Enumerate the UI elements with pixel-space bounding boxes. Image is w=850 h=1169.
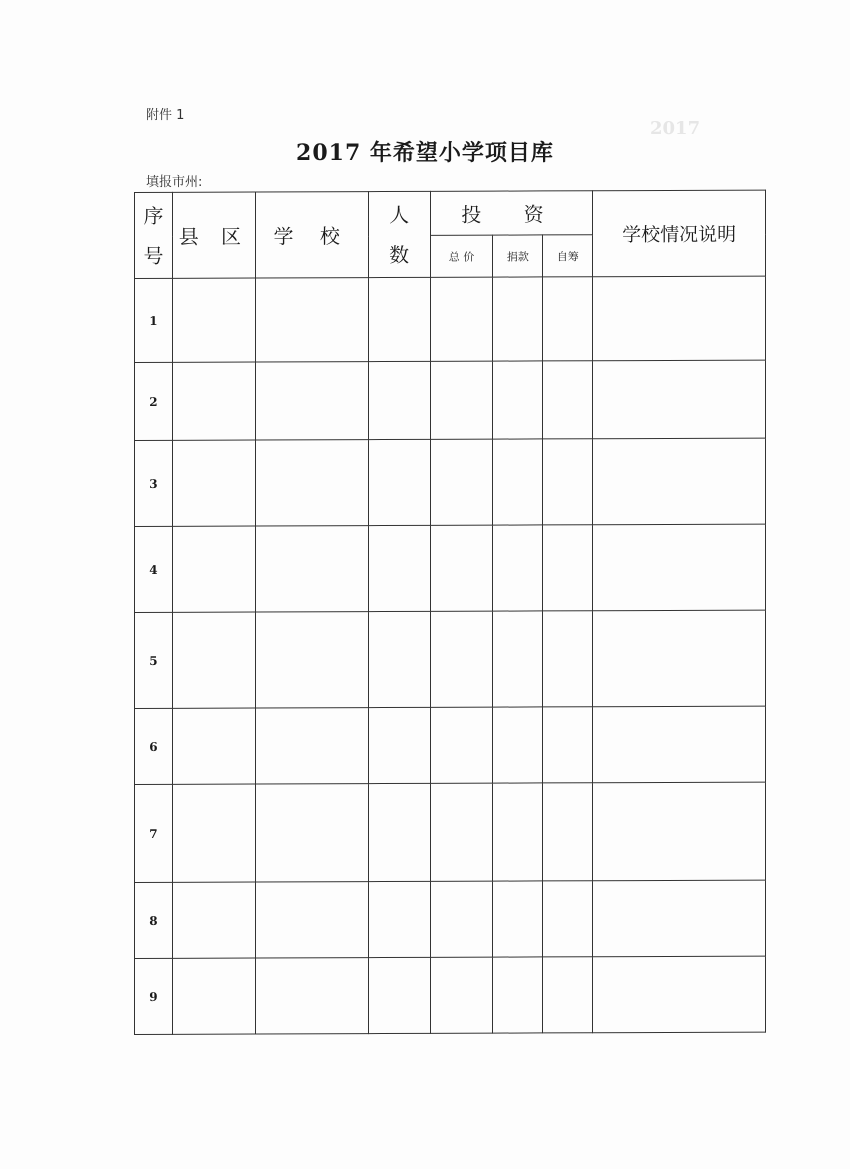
- row-number: 3: [135, 440, 173, 526]
- table-cell: [255, 958, 368, 1034]
- table-cell: [493, 439, 543, 525]
- table-cell: [543, 525, 593, 611]
- table-cell: [430, 277, 493, 361]
- page-title: 2017 年希望小学项目库: [296, 140, 554, 166]
- table-row: [135, 438, 766, 526]
- table-cell: [430, 881, 493, 957]
- header-people-line1: 人: [389, 202, 410, 227]
- table-cell: [368, 277, 430, 361]
- header-school: 学 校: [255, 192, 368, 278]
- table-cell: [593, 956, 766, 1033]
- row-number: 9: [135, 958, 173, 1034]
- table-cell: [430, 957, 493, 1033]
- table-cell: [543, 707, 593, 783]
- table-cell: [368, 957, 430, 1033]
- table-cell: [493, 277, 543, 361]
- table-cell: [368, 611, 430, 707]
- table-cell: [593, 524, 766, 611]
- table-cell: [368, 881, 430, 957]
- table-row: [135, 782, 766, 882]
- table-cell: [172, 958, 255, 1034]
- header-investment-total: 总 价: [430, 235, 493, 277]
- table-cell: [493, 707, 543, 783]
- table-cell: [430, 525, 493, 611]
- table-row: [135, 880, 766, 958]
- header-people-line2: 数: [389, 242, 410, 267]
- table-cell: [255, 526, 368, 612]
- table-cell: [368, 525, 430, 611]
- row-number: 2: [135, 362, 173, 440]
- table-cell: [368, 783, 430, 881]
- table-cell: [493, 361, 543, 439]
- table-cell: [543, 611, 593, 707]
- table-cell: [430, 783, 493, 881]
- table-cell: [593, 610, 766, 707]
- table-cell: [543, 881, 593, 957]
- table-cell: [255, 440, 368, 526]
- table-cell: [172, 784, 255, 882]
- table-cell: [255, 278, 368, 362]
- table-cell: [430, 439, 493, 525]
- header-investment-self: 自筹: [543, 235, 593, 277]
- table-row: [135, 360, 766, 440]
- table-row: [135, 956, 766, 1034]
- row-number: 8: [135, 882, 173, 958]
- table-cell: [430, 707, 493, 783]
- table-cell: [593, 276, 766, 361]
- table-cell: [172, 526, 255, 612]
- table-cell: [543, 277, 593, 361]
- table-cell: [493, 525, 543, 611]
- table-cell: [493, 881, 543, 957]
- table-body: [135, 276, 766, 1034]
- table-cell: [172, 612, 255, 708]
- table-cell: [255, 362, 368, 440]
- table-cell: [543, 439, 593, 525]
- row-number: 4: [135, 526, 173, 612]
- table-cell: [255, 882, 368, 958]
- table-cell: [593, 782, 766, 881]
- table-cell: [593, 360, 766, 439]
- header-investment-donation: 捐款: [493, 235, 543, 277]
- project-table: [134, 190, 766, 1035]
- table-cell: [368, 439, 430, 525]
- table-cell: [593, 438, 766, 525]
- table-cell: [543, 957, 593, 1033]
- table-row: [135, 706, 766, 784]
- table-cell: [368, 361, 430, 439]
- table-row: [135, 524, 766, 612]
- table-cell: [593, 880, 766, 957]
- header-people: [368, 191, 430, 277]
- table-cell: [430, 611, 493, 707]
- table-cell: [172, 278, 255, 362]
- table-cell: [493, 783, 543, 881]
- table-cell: [255, 612, 368, 708]
- fill-city-label: 填报市州:: [146, 175, 203, 190]
- header-seq-line1: 序: [143, 203, 164, 228]
- table-cell: [172, 440, 255, 526]
- bleed-through-ghost: 2017: [650, 118, 701, 139]
- table-cell: [430, 361, 493, 439]
- table-cell: [493, 611, 543, 707]
- header-investment: 投 资: [430, 191, 593, 236]
- table-cell: [593, 706, 766, 783]
- table-cell: [543, 783, 593, 881]
- table-cell: [543, 361, 593, 439]
- header-county: 县 区: [172, 192, 255, 278]
- header-seq: [135, 192, 173, 278]
- table-row: [135, 610, 766, 708]
- row-number: 1: [135, 278, 173, 362]
- table-cell: [493, 957, 543, 1033]
- table-cell: [255, 784, 368, 882]
- table-cell: [255, 708, 368, 784]
- header-description: 学校情况说明: [593, 190, 766, 277]
- header-seq-line2: 号: [143, 243, 164, 268]
- row-number: 7: [135, 784, 173, 882]
- table-cell: [172, 362, 255, 440]
- table-row: [135, 276, 766, 362]
- table-cell: [172, 708, 255, 784]
- table-cell: [172, 882, 255, 958]
- row-number: 6: [135, 708, 173, 784]
- table-cell: [368, 707, 430, 783]
- attachment-label: 附件 1: [146, 108, 185, 123]
- row-number: 5: [135, 612, 173, 708]
